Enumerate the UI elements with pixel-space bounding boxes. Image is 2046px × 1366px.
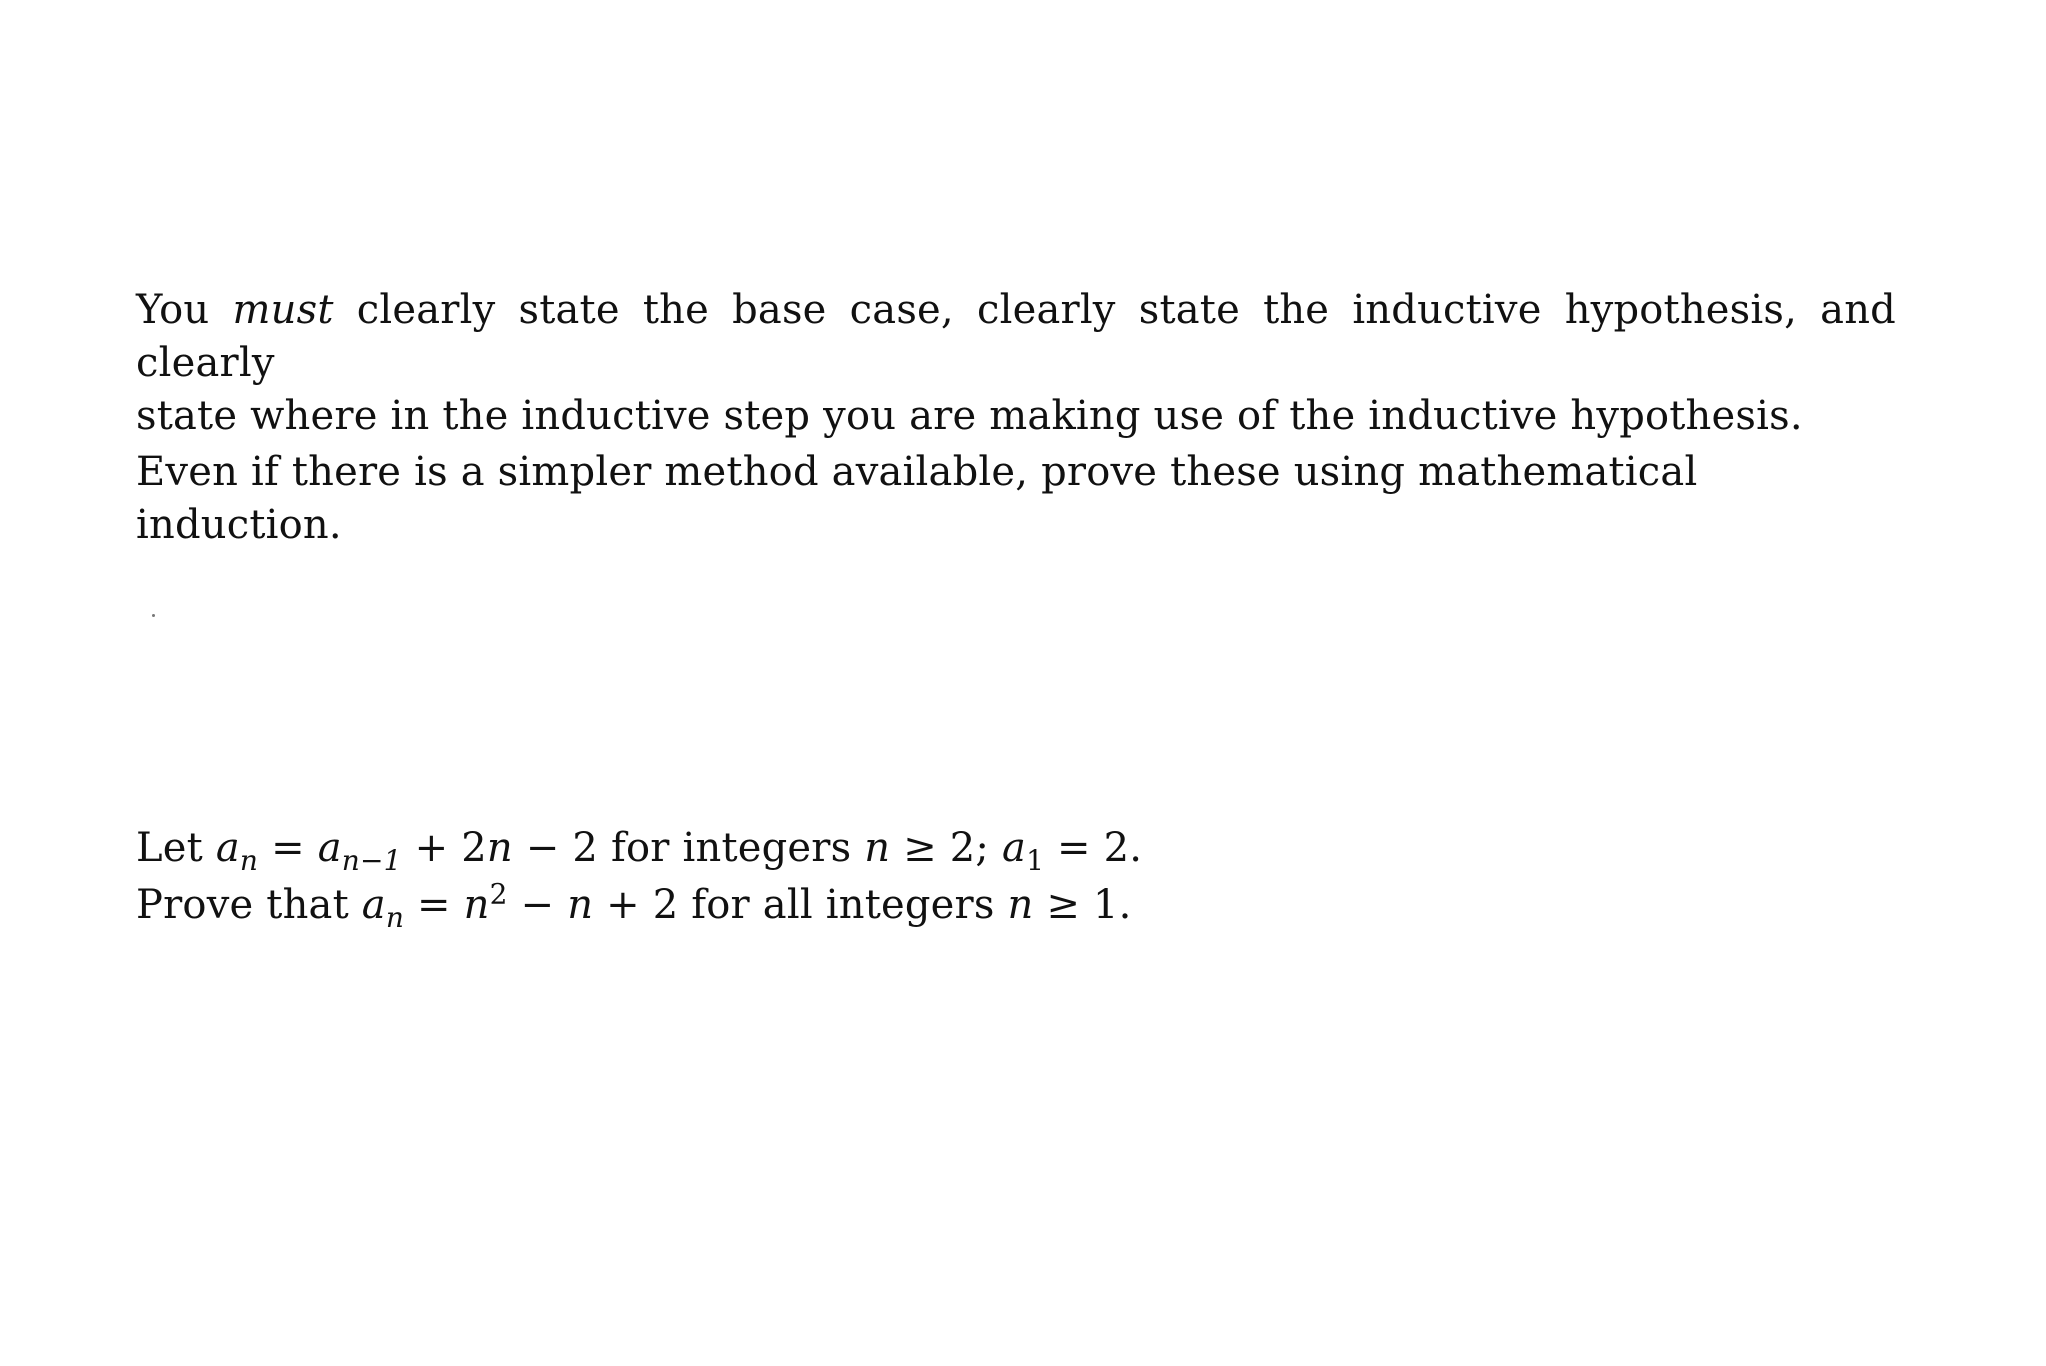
math-term: + 2 for all integers (606, 882, 995, 928)
math-var: a (1002, 825, 1027, 871)
math-superscript: 2 (489, 877, 508, 911)
problem-statement (136, 820, 1896, 934)
claim-line (136, 877, 1896, 934)
instructions-line-2: state where in the inductive step you are making use of the inductive hypothesis. (136, 393, 1803, 439)
emphasis-must: must (232, 287, 334, 333)
scan-speck (152, 614, 155, 617)
math-subscript: 1 (1026, 844, 1045, 877)
instructions-line-1 (136, 284, 1896, 390)
math-var: n (1007, 882, 1034, 928)
instructions-text-start: You (136, 287, 210, 333)
math-condition: ≥ 2; (903, 825, 990, 871)
math-subscript: n (239, 844, 259, 877)
math-initial-value: = 2. (1057, 825, 1143, 871)
math-term: + 2 (414, 825, 487, 871)
let-word: Let (136, 825, 203, 871)
instructions-paragraph (136, 284, 1896, 443)
math-var: n (463, 882, 490, 928)
math-var: n (486, 825, 513, 871)
math-var: n (864, 825, 891, 871)
math-var: a (317, 825, 342, 871)
equals-sign: = (271, 825, 305, 871)
math-subscript: n (385, 901, 405, 934)
instructions-text-rest: clearly state the base case, clearly state the inductive hypothesis, and clearly (136, 287, 1896, 386)
math-subscript: n−1 (341, 844, 402, 877)
math-term: − 2 for integers (525, 825, 852, 871)
math-var: n (567, 882, 594, 928)
math-condition: ≥ 1. (1046, 882, 1132, 928)
minus-sign: − (520, 882, 555, 928)
prove-that-words: Prove that (136, 882, 349, 928)
equals-sign: = (417, 882, 451, 928)
math-var: a (215, 825, 240, 871)
math-var: a (361, 882, 386, 928)
method-note: Even if there is a simpler method available, prove these using mathematical induction. (136, 449, 1698, 548)
recurrence-line (136, 820, 1896, 877)
